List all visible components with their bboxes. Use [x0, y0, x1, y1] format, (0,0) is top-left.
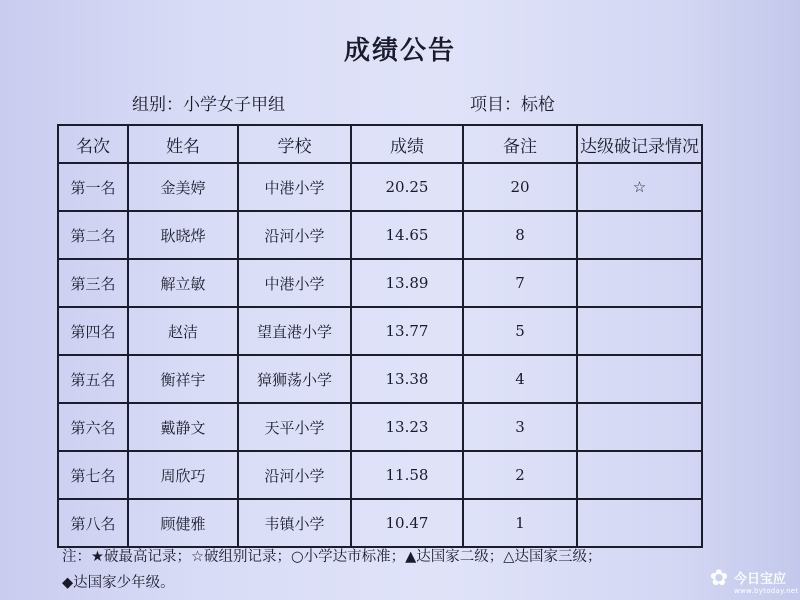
table-row [58, 451, 702, 499]
table-row [58, 259, 702, 307]
score-cell: 11.58 [351, 451, 463, 499]
score-cell: 13.23 [351, 403, 463, 451]
note-cell: 8 [463, 211, 577, 259]
header-name: 姓名 [128, 125, 238, 163]
name-cell: 金美婷 [128, 163, 238, 211]
page-title: 成绩公告 [343, 36, 456, 66]
table-row [58, 163, 702, 211]
school-cell: 天平小学 [238, 403, 351, 451]
rank-cell: 第五名 [58, 355, 128, 403]
name-cell: 赵洁 [128, 307, 238, 355]
rank-cell: 第六名 [58, 403, 128, 451]
table-header-row [58, 125, 702, 163]
lotus-flower-icon: ✿ [709, 566, 729, 591]
note-cell: 5 [463, 307, 577, 355]
watermark-logo [706, 566, 800, 600]
rank-cell: 第二名 [58, 211, 128, 259]
record-cell [577, 403, 702, 451]
school-cell: 沿河小学 [238, 211, 351, 259]
school-cell: 沿河小学 [238, 451, 351, 499]
table-row [58, 355, 702, 403]
name-cell: 顾健雅 [128, 499, 238, 547]
rank-cell: 第八名 [58, 499, 128, 547]
school-cell: 中港小学 [238, 163, 351, 211]
table-row [58, 403, 702, 451]
name-cell: 解立敏 [128, 259, 238, 307]
header-school: 学校 [238, 125, 351, 163]
table-row [58, 307, 702, 355]
record-cell [577, 499, 702, 547]
table-row [58, 211, 702, 259]
note-cell: 7 [463, 259, 577, 307]
watermark-url: www.bytoday.net [734, 587, 799, 595]
rank-cell: 第七名 [58, 451, 128, 499]
note-cell: 2 [463, 451, 577, 499]
name-cell: 衡祥宇 [128, 355, 238, 403]
legend-line-1: 注：★破最高记录；☆破组别记录；○小学达市标准；▲达国家二级；△达国家三级； [62, 549, 602, 565]
school-cell: 韦镇小学 [238, 499, 351, 547]
score-cell: 20.25 [351, 163, 463, 211]
rank-cell: 第一名 [58, 163, 128, 211]
rank-cell: 第四名 [58, 307, 128, 355]
record-cell: ☆ [577, 163, 702, 211]
record-cell [577, 307, 702, 355]
watermark-name: 今日宝应 [734, 572, 787, 587]
legend-footnote [62, 544, 722, 596]
header-record: 达级破记录情况 [577, 125, 702, 163]
score-cell: 14.65 [351, 211, 463, 259]
score-cell: 13.77 [351, 307, 463, 355]
record-cell [577, 451, 702, 499]
record-cell [577, 355, 702, 403]
score-cell: 13.38 [351, 355, 463, 403]
rank-cell: 第三名 [58, 259, 128, 307]
legend-line-2: ◆达国家少年级。 [62, 575, 175, 591]
table-row [58, 499, 702, 547]
results-table [57, 124, 703, 548]
header-rank: 名次 [58, 125, 128, 163]
note-cell: 4 [463, 355, 577, 403]
score-cell: 13.89 [351, 259, 463, 307]
record-cell [577, 259, 702, 307]
name-cell: 耿晓烨 [128, 211, 238, 259]
note-cell: 20 [463, 163, 577, 211]
header-score: 成绩 [351, 125, 463, 163]
school-cell: 望直港小学 [238, 307, 351, 355]
header-note: 备注 [463, 125, 577, 163]
school-cell: 獐狮荡小学 [238, 355, 351, 403]
name-cell: 戴静文 [128, 403, 238, 451]
group-label: 组别：小学女子甲组 [132, 95, 285, 115]
note-cell: 3 [463, 403, 577, 451]
name-cell: 周欣巧 [128, 451, 238, 499]
event-label: 项目：标枪 [470, 95, 555, 115]
school-cell: 中港小学 [238, 259, 351, 307]
record-cell [577, 211, 702, 259]
score-cell: 10.47 [351, 499, 463, 547]
note-cell: 1 [463, 499, 577, 547]
